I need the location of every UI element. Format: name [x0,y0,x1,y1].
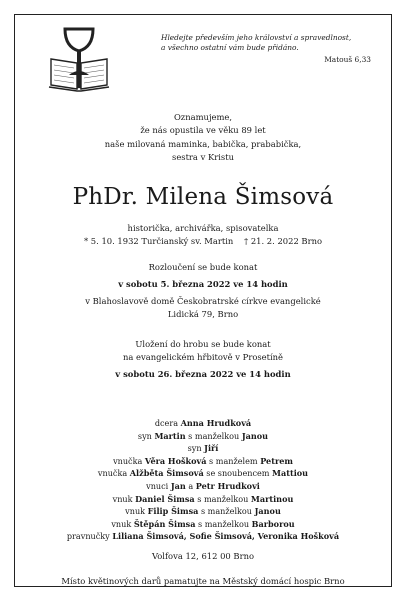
burial-heading: Uložení do hrobu se bude konat [135,339,271,349]
intro-line: že nás opustila ve věku 89 let [140,125,266,136]
home-address: Volfova 12, 612 00 Brno [151,551,255,561]
family-member: vnučka Alžběta Šimsová se snoubencem Mattiou [97,468,309,479]
quote-line: Hledejte především jeho království a spravedlnost, [161,33,352,42]
notice-frame [14,14,392,587]
intro-line: sestra v Kristu [172,152,234,163]
family-member: syn Jiří [187,443,219,454]
bible-quote [161,33,371,65]
chalice-and-bible-icon [47,25,111,95]
family-member: syn Martin s manželkou Janou [137,430,269,441]
deceased-name: PhDr. Milena Šimsová [72,184,334,210]
farewell-heading: Rozloučení se bude konat [148,262,258,272]
burial-info [15,338,391,381]
burial-place: na evangelickém hřbitově v Prosetíně [122,352,284,362]
farewell-info [15,261,391,321]
deceased-details [15,222,391,247]
burial-date: v sobotu 26. března 2022 ve 14 hodin [115,369,291,379]
professions: historička, archivářka, spisovatelka [127,223,279,233]
family-list [15,417,391,543]
family-member: vnuk Štěpán Šimsa s manželkou Barborou [111,518,295,529]
life-dates [15,235,391,248]
family-member: vnuk Daniel Šimsa s manželkou Martinou [112,493,294,504]
announcement-intro [15,111,391,165]
quote-line: a všechno ostatní vám bude přidáno. [161,43,299,52]
family-member: vnučka Věra Hošková s manželem Petrem [113,455,293,466]
intro-line: naše milovaná maminka, babička, prababička, [104,138,302,149]
farewell-date: v sobotu 5. března 2022 ve 14 hodin [118,279,288,289]
family-member: pravnučky Liliana Šimsová, Sofie Šimsová, Veronika Hošková [66,531,340,542]
family-member: dcera Anna Hrudková [154,418,252,428]
donation-note: Místo květinových darů pamatujte na Městský domácí hospic Brno [61,576,345,586]
quote-reference: Matouš 6,33 [324,55,371,64]
intro-line: Oznamujeme, [173,112,233,122]
family-member: vnuk Filip Šimsa s manželkou Janou [125,506,281,517]
farewell-address: Lidická 79, Brno [167,309,239,319]
farewell-place: v Blahoslavově domě Českobratrské církve evangelické [85,296,321,306]
birth-date: * 5. 10. 1932 Turčianský sv. Martin [83,235,234,246]
family-member: vnuci Jan a Petr Hrudkovi [146,480,260,491]
death-date: † 21. 2. 2022 Brno [243,235,323,246]
